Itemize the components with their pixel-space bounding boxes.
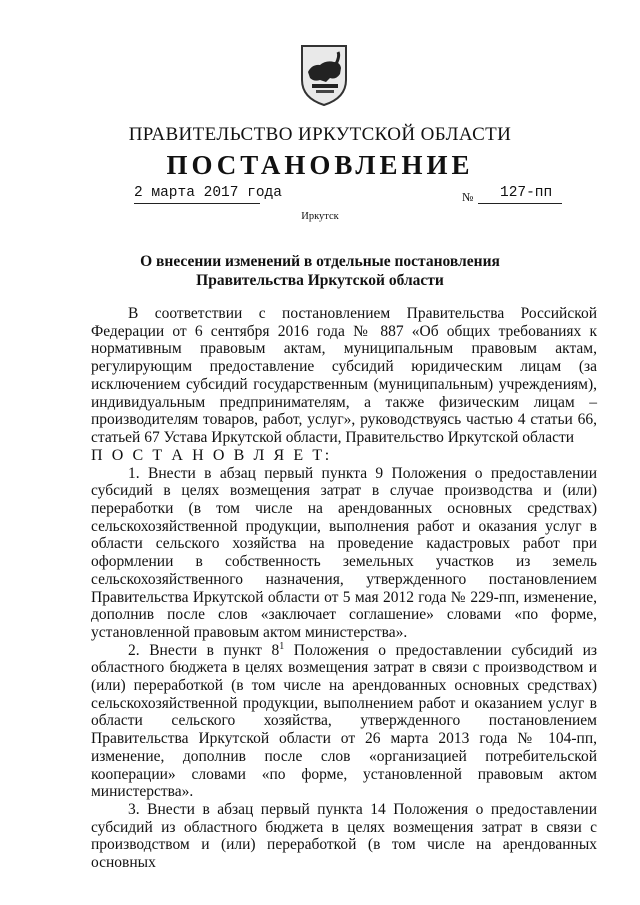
preamble-paragraph: В соответствии с постановлением Правительства Российской Федерации от 6 сентября 2016 года № 887 «Об общих требованиях к нормативным правовым актам, муниципальным правовым актам, регулирующим предоставление субсидий юридическим лицам (за исключением субсидий государственным (муниципальным) учреждениям), индивидуальным предпринимателям, а также физическим лицам – производителям товаров, работ, услуг», руководствуясь частью 4 статьи 66, статьей 67 Устава Иркутской области, Правительство Иркутской области [91,305,597,446]
irkutsk-coat-of-arms-icon [296,40,352,108]
number-underline [478,203,562,204]
document-body [91,305,597,872]
city-label: Иркутск [301,211,339,222]
item-1-paragraph: 1. Внести в абзац первый пункта 9 Положения о предоставлении субсидий в целях возмещения затрат в случае производства и (или) переработки (в том числе на арендованных основных средствах) сельскохозяйственной продукции, выполнения работ и оказания услуг в области сельского хозяйства на проведение кадастровых работ при оформлении в собственность земельных участков из земель сельскохозяйственного назначения, утвержденного постановлением Правительства Иркутской области от 5 мая 2012 года № 229-пп, изменение, дополнив после слов «заключает соглашение» словами «по форме, установленной правовым актом министерства». [91,464,597,641]
document-subject: О внесении изменений в отдельные постановления Правительства Иркутской области [140,253,500,289]
decree-heading: П О С Т А Н О В Л Я Е Т: [91,446,332,464]
item-3-paragraph: 3. Внести в абзац первый пункта 14 Положения о предоставлении субсидий из областного бюджета в целях возмещения затрат в связи с производством и (или) переработкой (в том числе на арендованных основных [91,800,597,872]
item-2-paragraph [91,642,597,801]
document-type: ПОСТАНОВЛЕНИЕ [166,150,474,180]
number-sign: № [462,190,474,204]
item-2-text-end: Положения о предоставлении субсидий из областного бюджета в целях возмещения затрат в связи с производством и (или) переработкой (в том числе на арендованных основных средствах) сельскохозяйственной продукции, выполнением работ и оказанием услуг в области сельского хозяйства, утвержденного постановлением Правительства Иркутской области от 26 марта 2013 года № 104-пп, изменение, дополнив после слов «организацией потребительской кооперации» словами «по форме, установленной правовым актом министерства». [91,641,597,801]
document-date: 2 марта 2017 года [134,185,282,201]
government-title: ПРАВИТЕЛЬСТВО ИРКУТСКОЙ ОБЛАСТИ [128,124,512,145]
date-underline [134,203,260,204]
document-number: 127-пп [500,185,553,201]
item-2-superscript: 1 [279,640,285,652]
item-2-text-start: 2. Внести в пункт 8 [128,641,280,659]
